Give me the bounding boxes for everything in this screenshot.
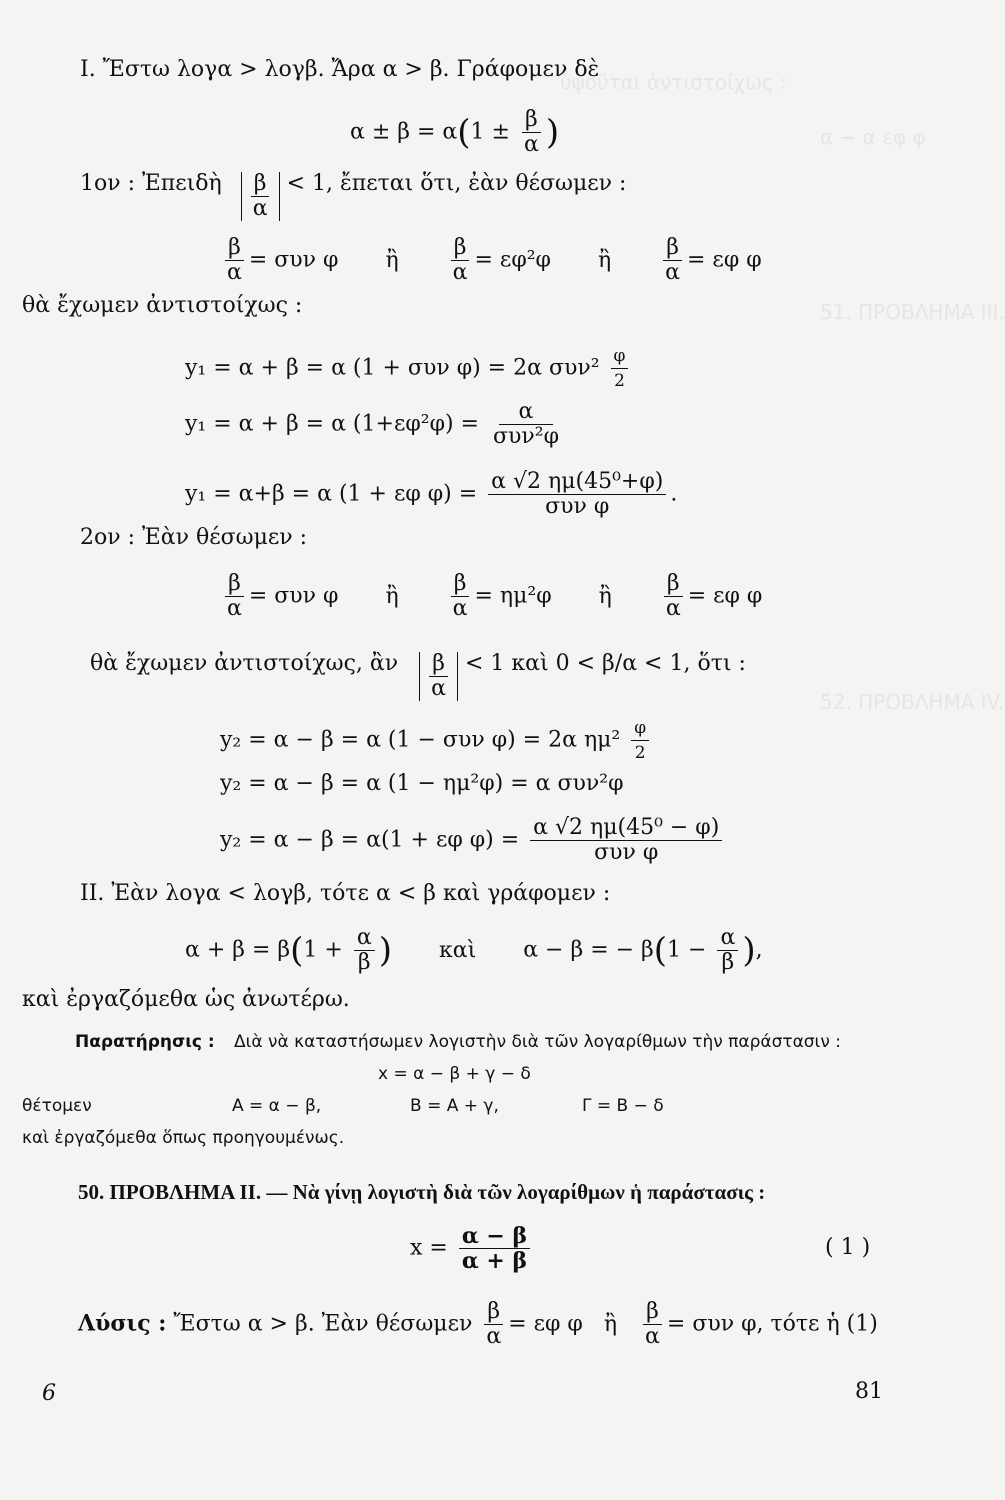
- condition-line-2: θὰ ἔχωμεν ἀντιστοίχως, ἂν $\frac{\beta}{\alpha}$ < 1 καὶ 0 < β/α < 1, ὅτι :: [90, 651, 746, 701]
- condition-line: 1ον : Ἐπειδὴ $\frac{\beta}{\alpha}$ < 1, ἔπεται ὅτι, ἐὰν θέσωμεν :: [80, 171, 627, 221]
- intro-line: I. Ἔστω λογα > λογβ. Ἄρα α > β. Γράφομεν δὲ: [80, 57, 600, 82]
- remark-end: καὶ ἐργαζόμεθα ὅπως προηγουμένως.: [22, 1128, 345, 1148]
- correspondingly-line: θὰ ἔχωμεν ἀντιστοίχως :: [22, 293, 303, 318]
- y1-equation-b: y₁ = α + β = α (1+εφ²φ) = $\frac{\alpha}{\text{συν²φ}}$: [185, 399, 559, 449]
- y1-equation-a: y₁ = α + β = α (1 + συν φ) = 2α συν² $\frac{\varphi}{2}$: [185, 344, 632, 393]
- y1-equation-c: y₁ = α+β = α (1 + εφ φ) = $\frac{\text{α √2 ημ(45⁰+φ)}}{\text{συν φ}}$ .: [185, 469, 678, 519]
- bleed-through-text: 51. ΠΡΟΒΛΗΜΑ III.: [820, 300, 1005, 324]
- page-number: 81: [855, 1379, 883, 1404]
- case-ii-equations: α + β = β(1 + $\frac{\alpha}{\beta}$ ) καὶ α − β = − β(1 − $\frac{\alpha}{\beta}$ ),: [185, 925, 763, 975]
- bleed-through-text: ὑψοῦται ἀντιστοίχως :: [560, 70, 787, 94]
- signature-mark: 6: [42, 1381, 56, 1406]
- y2-equation-b: y₂ = α − β = α (1 − ημ²φ) = α συν²φ: [220, 771, 624, 796]
- remark-line: Παρατήρησις : Διὰ νὰ καταστήσωμεν λογιστὴν διὰ τῶν λογαρίθμων τὴν παράστασιν :: [75, 1032, 841, 1052]
- bleed-through-text: α − α εφ φ: [820, 125, 926, 149]
- second-case-line: 2ον : Ἐὰν θέσωμεν :: [80, 525, 308, 550]
- solution-line: Λύσις : Ἔστω α > β. Ἐὰν θέσωμεν $\frac{\beta}{\alpha}$ = εφ φ ἢ $\frac{\beta}{\alpha}$ = συν φ, τότε ἡ (1): [78, 1299, 878, 1349]
- problem-equation: x = $\frac{\alpha - \beta}{\alpha + \beta}$: [410, 1224, 534, 1273]
- substitution-set-1: $\frac{\beta}{\alpha}$ = συν φ ἢ $\frac{\beta}{\alpha}$ = εφ²φ ἢ $\frac{\beta}{\alpha}$ = εφ φ: [227, 235, 762, 285]
- problem-title: 50. ΠΡΟΒΛΗΜΑ II. — Νὰ γίνῃ λογιστὴ διὰ τῶν λογαρίθμων ἡ παράστασις :: [78, 1180, 766, 1204]
- case-ii-line: II. Ἐὰν λογα < λογβ, τότε α < β καὶ γράφομεν :: [80, 881, 611, 906]
- remark-equation: x = α − β + γ − δ: [378, 1064, 531, 1084]
- remark-definitions: θέτομεν Α = α − β, Β = Α + γ, Γ = Β − δ: [22, 1096, 664, 1116]
- y2-equation-a: y₂ = α − β = α (1 − συν φ) = 2α ημ² $\frac{\varphi}{2}$: [220, 716, 653, 765]
- main-equation: α ± β = α(1 ± $\frac{\beta}{\alpha}$ ): [350, 107, 560, 157]
- problem-tag: ( 1 ): [825, 1235, 871, 1260]
- work-as-above-line: καὶ ἐργαζόμεθα ὡς ἀνωτέρω.: [22, 987, 350, 1012]
- bleed-through-text: 52. ΠΡΟΒΛΗΜΑ IV.: [820, 690, 1005, 714]
- substitution-set-2: $\frac{\beta}{\alpha}$ = συν φ ἢ $\frac{\beta}{\alpha}$ = ημ²φ ἢ $\frac{\beta}{\alpha}$ = εφ φ: [227, 571, 763, 621]
- y2-equation-c: y₂ = α − β = α(1 + εφ φ) = $\frac{\text{α √2 ημ(45⁰ − φ)}}{\text{συν φ}}$: [220, 816, 726, 865]
